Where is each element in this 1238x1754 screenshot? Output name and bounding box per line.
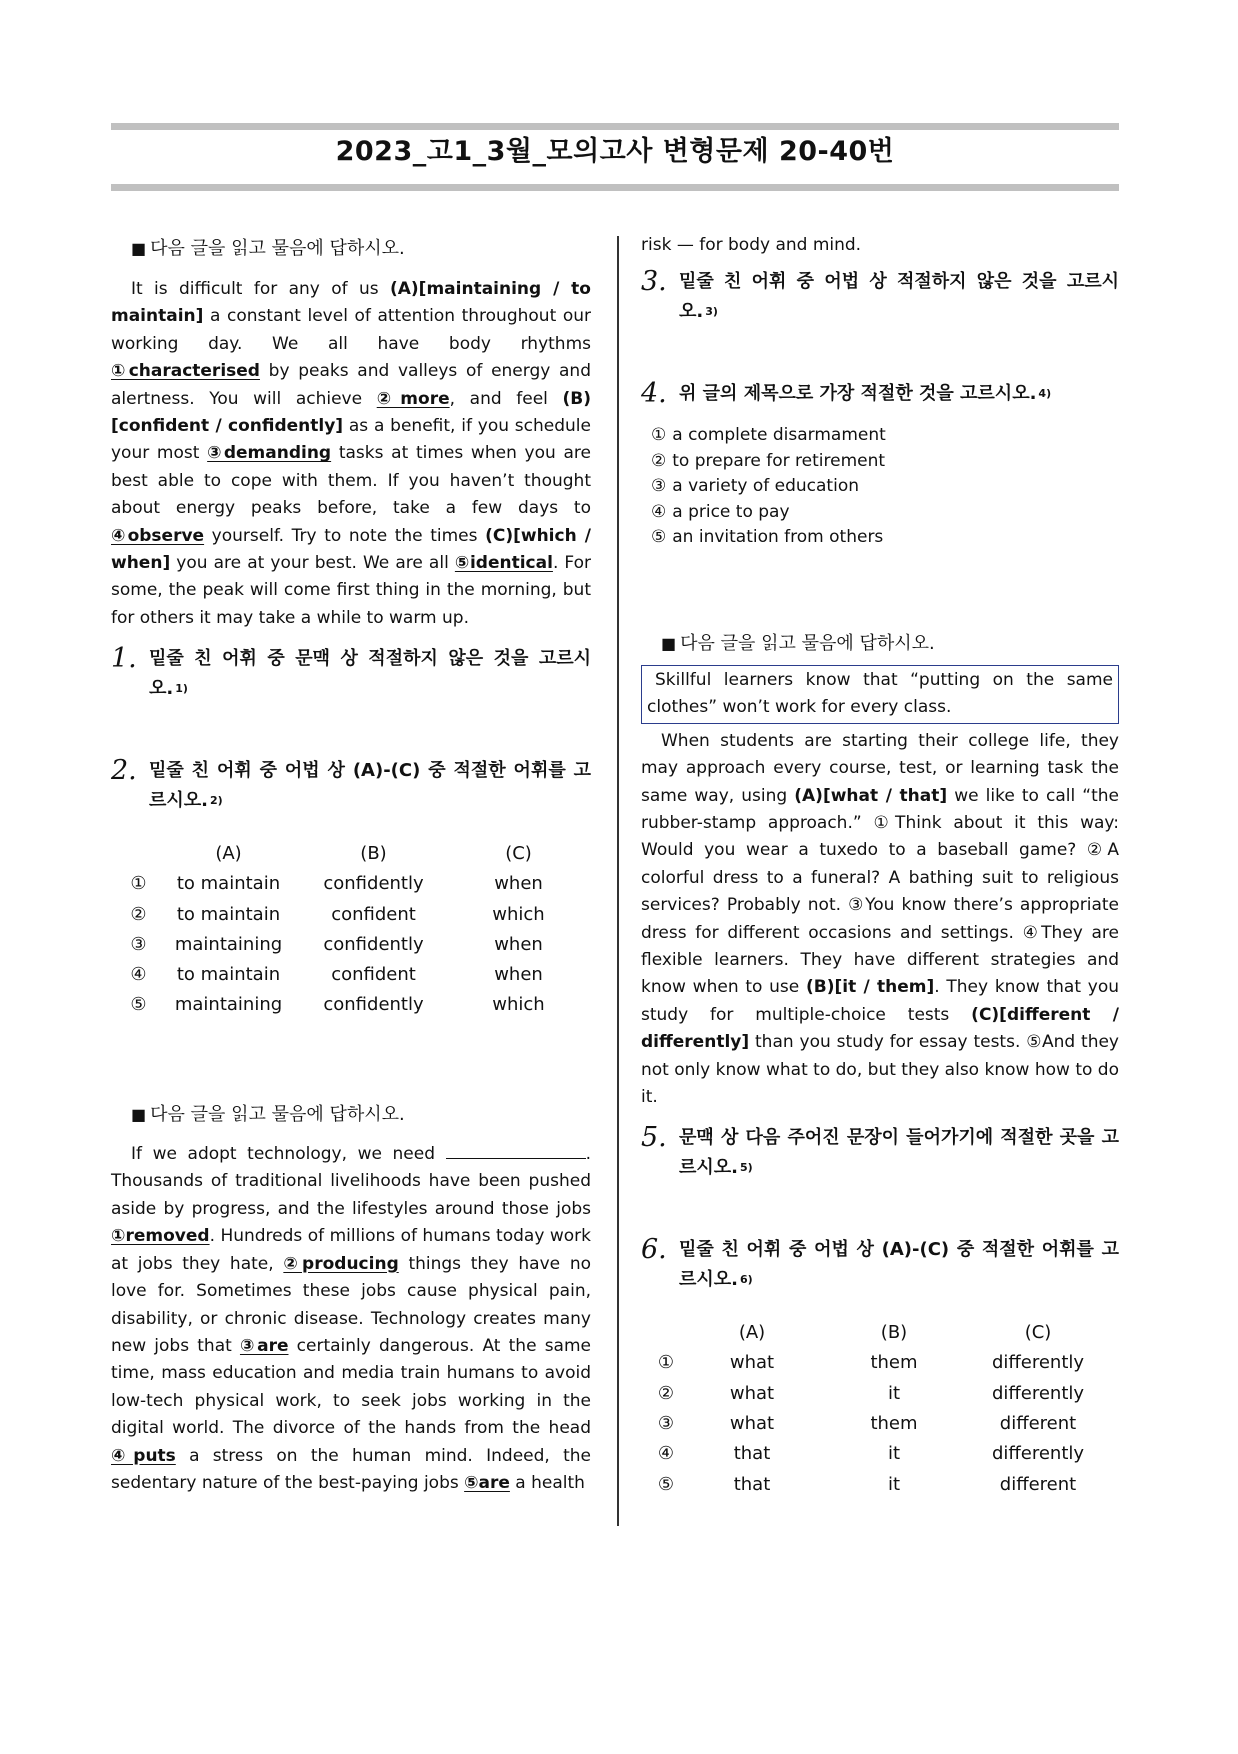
option-item[interactable]: ① a complete disarmament [651,425,886,446]
answer-option-row[interactable]: ③ what them different [657,1412,1077,1434]
answer-option-row[interactable]: ② to maintain confident which [130,903,545,925]
answer-option-row[interactable]: ③ maintaining confidently when [130,933,543,955]
underlined-word: ④puts [111,1445,176,1466]
footnote-ref: 2) [210,794,223,808]
question-text: 문맥 상 다음 주어진 문장이 들어가기에 적절한 곳을 고르시오. [679,1127,1119,1179]
answer-option-row[interactable]: ① to maintain confidently when [130,873,543,895]
option-item[interactable]: ③ a variety of education [651,476,859,497]
answer-table-q2 [121,838,591,1020]
right-column [641,232,1119,1499]
answer-option-row[interactable]: ② what it differently [657,1382,1085,1404]
passage-3: When students are starting their college life, they may approach every course, test, or learning task the same way, using (A)[what / that] we like to call “the rubber-stamp approach.” ①Think about it this way: Would you wear a tuxedo to a baseball game? ②A colorful dress to a funeral? A bathing suit to religious services? Probably not. ③You know there’s appropriate dress for different occasions and settings. ④They are flexible learners. They have different strategies and know when to use (B)[it / them]. They know that you study for multiple-choice tests (C)[different / differently] than you study for essay tests. ⑤And they not only know what to do, but they also know how to do it. [641,730,1120,1107]
left-column [111,232,591,1497]
underlined-word: ①removed [111,1226,210,1247]
answer-option-row[interactable]: ⑤ maintaining confidently which [130,994,545,1016]
choice-C: (C)[different / differently] [641,1004,1120,1053]
question-text: 밑줄 친 어휘 중 어법 상 (A)-(C) 중 적절한 어휘를 고르시오. [149,760,591,812]
answer-option-row[interactable]: ⑤ that it different [657,1473,1077,1495]
given-sentence-box: Skillful learners know that “putting on the same clothes” won’t work for every class. [641,665,1119,724]
underlined-word: ②producing [283,1253,399,1274]
answer-table-q6 [651,1317,1111,1499]
instruction-2: ■ 다음 글을 읽고 물음에 답하시오. [131,1104,405,1126]
question-number: 5. [641,1122,667,1154]
question-text: 밑줄 친 어휘 중 어법 상 (A)-(C) 중 적절한 어휘를 고르시오. [679,1239,1119,1291]
question-number: 1. [111,643,137,675]
question-number: 3. [641,266,667,298]
square-bullet-icon: ■ [131,1105,147,1125]
choice-C: (C)[which / when] [111,525,591,574]
answer-option-row[interactable]: ④ to maintain confident when [130,964,543,986]
question-2 [111,756,591,816]
question-text: 위 글의 제목으로 가장 적절한 것을 고르시오. [679,383,1037,405]
question-number: 2. [111,755,137,787]
instruction-1: ■ 다음 글을 읽고 물음에 답하시오. [131,238,405,259]
choice-B: (B)[it / them] [806,977,935,998]
answer-blank[interactable] [446,1140,586,1159]
question-1 [111,644,591,704]
underlined-word: ②more [376,388,450,409]
instruction-3: ■ 다음 글을 읽고 물음에 답하시오. [661,632,935,654]
square-bullet-icon: ■ [131,239,147,258]
column-divider [617,236,619,1526]
option-item[interactable]: ② to prepare for retirement [651,450,886,471]
question-number: 4. [641,378,667,410]
question-4 [641,379,1119,409]
underlined-word: ③demanding [207,443,332,464]
passage-2: If we adopt technology, we need . Thousands of traditional livelihoods have been pushed aside by progress, and the lifestyles around those jobs ①removed. Hundreds of millions of humans today work at jobs they hate, ②producing things they have no love for. Sometimes these jobs cause physical pain, disability, or chronic disease. Technology creates many new jobs that ③are certainly dangerous. At the same time, mass education and media train humans to avoid low-tech physical work, to seek jobs working in the digital world. The divorce of the hands from the head ④puts a stress on the human mind. Indeed, the sedentary nature of the best-paying jobs ⑤are a health [111,1140,591,1497]
choice-A: (A)[what / that] [794,785,948,806]
passage-2-continued: risk — for body and mind. [641,235,862,255]
choice-A: (A)[maintaining / to maintain] [111,279,591,327]
passage-1: It is difficult for any of us (A)[maintaining / to maintain] a constant level of attention throughout our working day. We all have body rhythms ①characterised by peaks and valleys of energy and alertness. You will achieve ②more, and feel (B)[confident / confidently] as a benefit, if you schedule your most ③demanding tasks at times when you are best able to cope with them. If you haven’t thought about energy peaks before, take a few days to ④observe yourself. Try to note the times (C)[which / when] you are at your best. We are all ⑤identical. For some, the peak will come first thing in the morning, but for others it may take a while to warm up. [111,279,591,628]
answer-table-header: (A) (B) (C) [215,842,532,864]
answer-table-header: (A) (B) (C) [738,1322,1052,1344]
question-3 [641,267,1119,327]
footnote-ref: 1) [175,682,188,696]
option-item[interactable]: ④ a price to pay [651,501,790,522]
underlined-word: ⑤identical [454,553,553,574]
footnote-ref: 6) [740,1273,753,1287]
answer-option-row[interactable]: ① what them differently [657,1352,1085,1374]
question-number: 6. [641,1234,667,1266]
options-q4 [651,423,1119,551]
question-5 [641,1123,1119,1183]
question-6 [641,1235,1119,1295]
underlined-word: ④observe [111,525,205,546]
footnote-ref: 3) [705,305,718,319]
square-bullet-icon: ■ [661,633,677,653]
question-text: 밑줄 친 어휘 중 어법 상 적절하지 않은 것을 고르시오. [679,271,1119,323]
header-rule-bottom [111,184,1119,191]
answer-option-row[interactable]: ④ that it differently [657,1443,1085,1465]
choice-B: (B)[confident / confidently] [111,388,591,437]
option-item[interactable]: ⑤ an invitation from others [651,527,884,548]
underlined-word: ⑤are [464,1472,510,1493]
page-title: 2023_고1_3월_모의고사 변형문제 20-40번 [335,136,895,167]
underlined-word: ③are [239,1335,289,1356]
question-text: 밑줄 친 어휘 중 문맥 상 적절하지 않은 것을 고르시오. [149,648,591,700]
footnote-ref: 4) [1038,387,1052,401]
underlined-word: ①characterised [111,361,260,382]
footnote-ref: 5) [740,1161,753,1175]
